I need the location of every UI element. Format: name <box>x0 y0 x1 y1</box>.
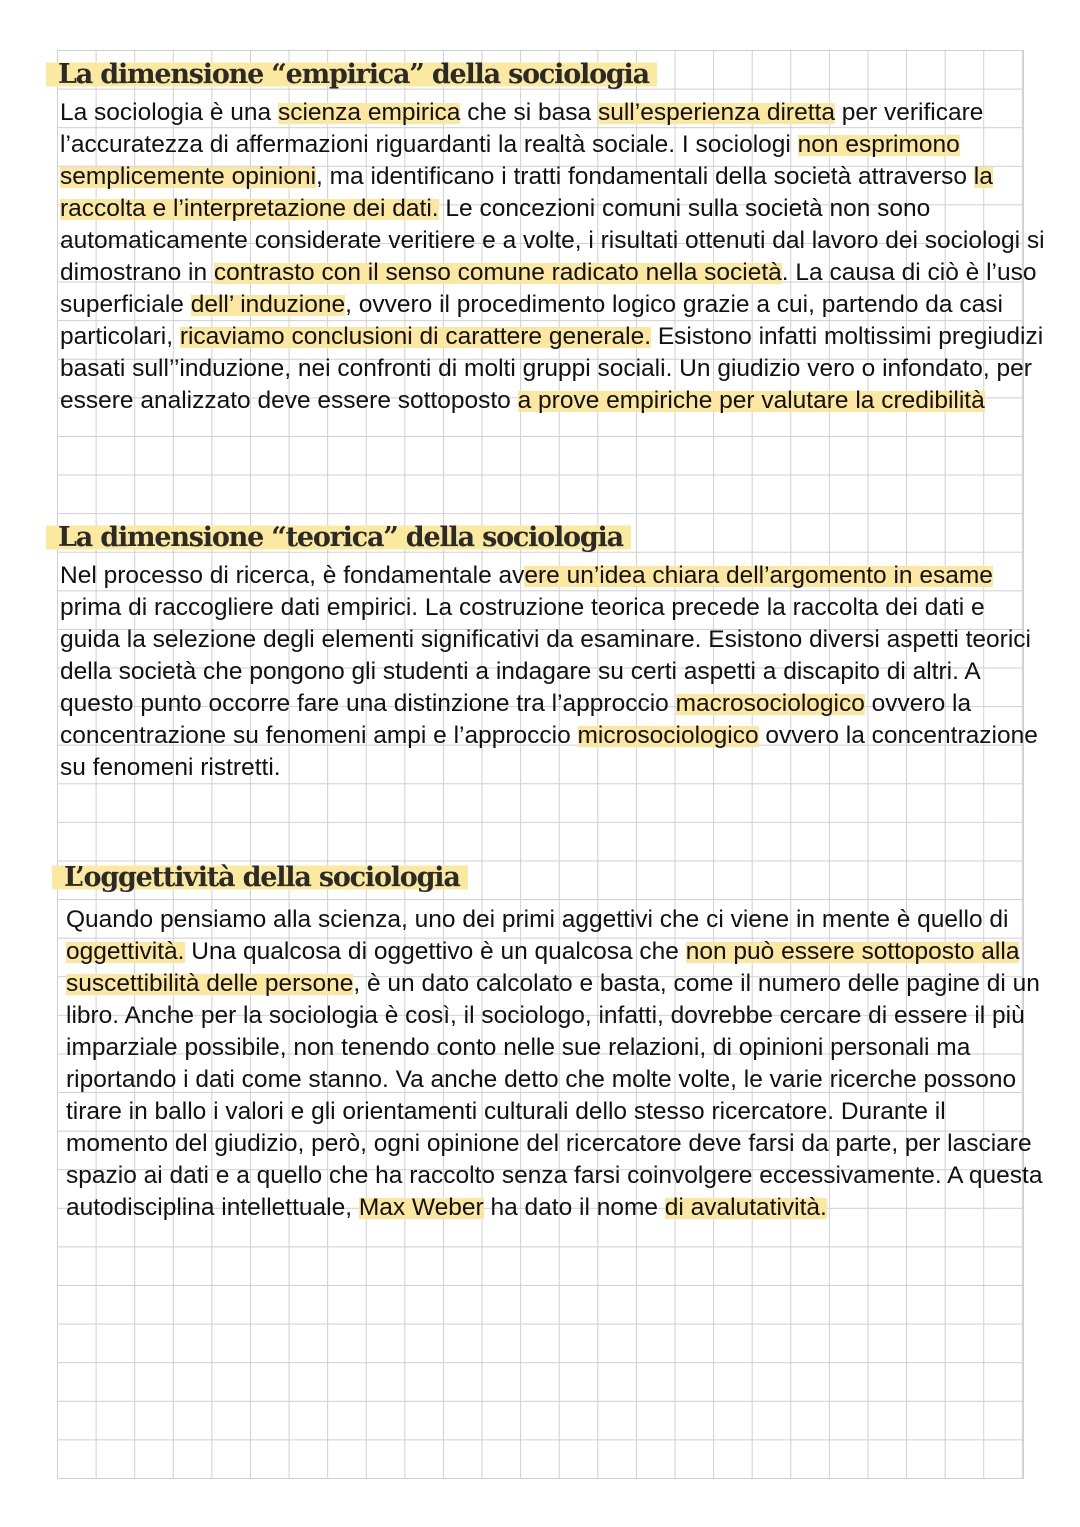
paragraph-text: Esistono infatti moltissimi pregiudizi basati sull’’induzione, nei confronti di molti gruppi sociali. Un giudizio vero o infondato, per essere analizzato deve essere sottoposto <box>60 323 1044 414</box>
paragraph-text: ovvero la concentrazione su fenomeni ampi e l’approccio <box>60 690 972 749</box>
highlighted-text: dell’ induzione <box>190 291 346 318</box>
paragraph-text: che si basa <box>460 99 598 126</box>
paragraph-text: Le concezioni comuni sulla società non sono automaticamente considerate veritiere e a volte, i risultati ottenuti dal lavoro dei sociologi si dimostrano in <box>60 195 1045 286</box>
section-paragraph <box>60 97 1045 417</box>
paragraph-text: La sociologia è una <box>60 99 278 126</box>
highlighted-text: ricaviamo conclusioni di carattere generale. <box>179 323 652 350</box>
section-objectivity <box>66 860 1046 1224</box>
paragraph-text: Quando pensiamo alla scienza, uno dei primi aggettivi che ci viene in mente è quello di <box>66 906 1009 933</box>
paragraph-text: prima di raccogliere dati empirici. La costruzione teorica precede la raccolta dei dati e guida la selezione degli elementi significativi da esaminare. Esistono diversi aspetti teorici della società che pongono gli studenti a indagare su certi aspetti a discapito di altri. A questo punto occorre fare una distinzione tra l’approccio <box>60 594 1031 717</box>
paragraph-text: Una qualcosa di oggettivo è un qualcosa che <box>184 938 686 965</box>
paragraph-text: ovvero la concentrazione su fenomeni ristretti. <box>60 722 1038 781</box>
paragraph-text: , è un dato calcolato e basta, come il numero delle pagine di un libro. Anche per la sociologia è così, il sociologo, infatti, dovrebbe cercare di essere il più imparziale possibile, non tenendo conto nelle sue relazioni, di opinioni personali ma riportando i dati come stanno. Va anche detto che molte volte, le varie ricerche possono tirare in ballo i valori e gli orientamenti culturali dello stesso ricercatore. Durante il momento del giudizio, però, ogni opinione del ricercatore deve farsi da parte, per lasciare spazio ai dati e a quello che ha raccolto senza farsi coinvolgere eccessivamente. A questa autodisciplina intellettuale, <box>66 970 1043 1221</box>
section-empirical <box>60 57 1045 417</box>
section-heading <box>60 57 1045 93</box>
highlighted-text: ere un’idea chiara dell’argomento in esame <box>524 562 993 589</box>
heading-text: La dimensione “teorica” della sociologia <box>46 522 631 553</box>
section-paragraph <box>60 560 1045 784</box>
heading-text: L’oggettività della sociologia <box>52 862 468 893</box>
highlighted-text: la raccolta e l’interpretazione dei dati. <box>60 163 993 222</box>
highlighted-text: non esprimono semplicemente opinioni <box>60 131 960 190</box>
highlighted-text: contrasto con il senso comune radicato nella società <box>213 259 782 286</box>
paragraph-text: , ma identificano i tratti fondamentali della società attraverso <box>316 163 974 190</box>
highlighted-text: non può essere sottoposto alla suscettibilità delle persone <box>66 938 1020 997</box>
paragraph-text: . La causa di ciò è l’uso superficiale <box>60 259 1037 318</box>
highlighted-text: oggettività. <box>66 938 185 965</box>
section-heading <box>66 860 1046 896</box>
section-paragraph <box>66 904 1046 1224</box>
highlighted-text: a prove empiriche per valutare la credibilità <box>517 387 985 414</box>
highlighted-text: scienza empirica <box>277 99 461 126</box>
paragraph-text: , ovvero il procedimento logico grazie a cui, partendo da casi particolari, <box>60 291 1003 350</box>
paragraph-text: per verificare l’accuratezza di affermazioni riguardanti la realtà sociale. I sociologi <box>60 99 984 158</box>
heading-text: La dimensione “empirica” della sociologia <box>46 59 657 90</box>
highlighted-text: microsociologico <box>577 722 759 749</box>
highlighted-text: Max Weber <box>358 1194 484 1221</box>
highlighted-text: di avalutatività. <box>664 1194 827 1221</box>
section-theoretical <box>60 520 1045 784</box>
paragraph-text: ha dato il nome <box>483 1194 665 1221</box>
highlighted-text: sull’esperienza diretta <box>597 99 835 126</box>
section-heading <box>60 520 1045 556</box>
paragraph-text: Nel processo di ricerca, è fondamentale av <box>60 562 525 589</box>
highlighted-text: macrosociologico <box>675 690 865 717</box>
